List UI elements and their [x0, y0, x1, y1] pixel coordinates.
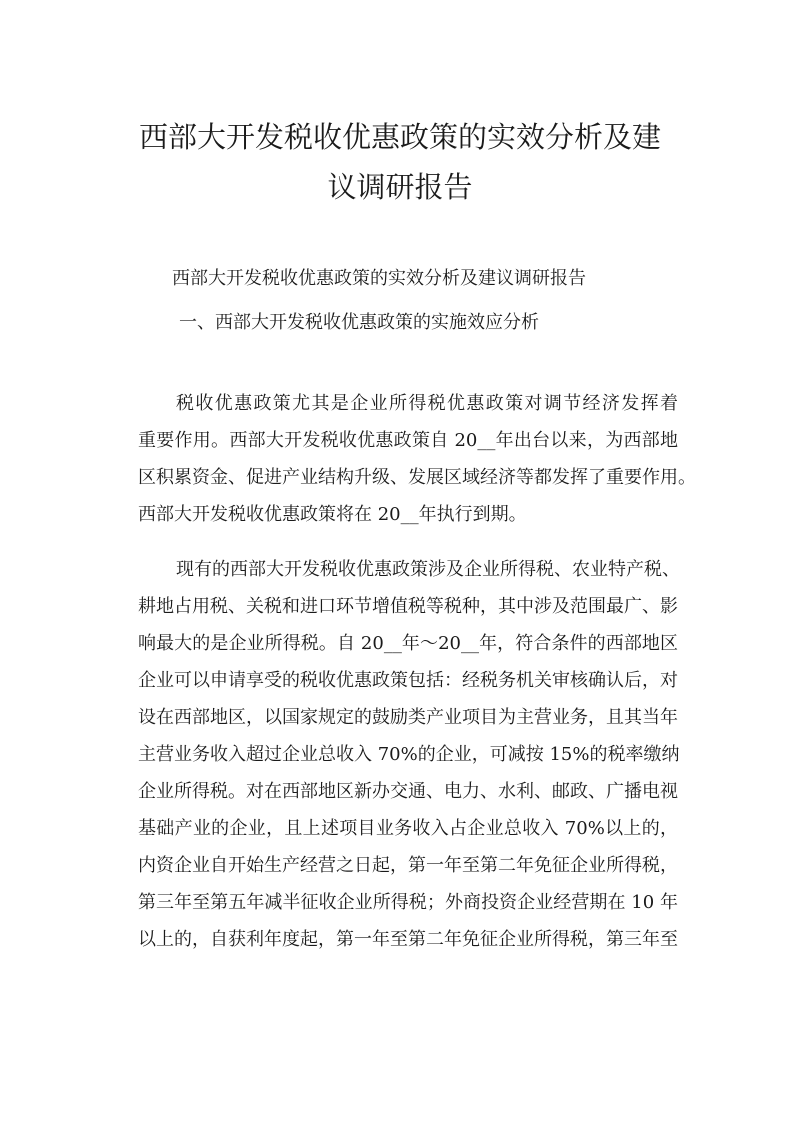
paragraph-line: 主营业务收入超过企业总收入 70%的企业，可减按 15%的税率缴纳 [138, 744, 680, 765]
document-title [110, 112, 690, 212]
paragraph-line: 第三年至第五年减半征收企业所得税；外商投资企业经营期在 10 年 [138, 892, 678, 913]
paragraph-1 [138, 385, 696, 533]
document-subtitle: 西部大开发税收优惠政策的实效分析及建议调研报告 [172, 268, 586, 289]
paragraph-line: 企业所得税。对在西部地区新办交通、电力、水利、邮政、广播电视 [138, 781, 678, 802]
paragraph-line: 耕地占用税、关税和进口环节增值税等税种，其中涉及范围最广、影 [138, 596, 678, 617]
paragraph-line: 重要作用。西部大开发税收优惠政策自 20__年出台以来，为西部地 [138, 430, 678, 451]
paragraph-line: 内资企业自开始生产经营之日起，第一年至第二年免征企业所得税， [138, 855, 678, 876]
paragraph-line: 现有的西部大开发税收优惠政策涉及企业所得税、农业特产税、 [176, 559, 680, 580]
paragraph-line: 响最大的是企业所得税。自 20__年～20__年，符合条件的西部地区 [138, 633, 678, 654]
paragraph-line: 基础产业的企业，且上述项目业务收入占企业总收入 70%以上的， [138, 818, 678, 839]
section-heading: 一、西部大开发税收优惠政策的实施效应分析 [179, 312, 539, 333]
paragraph-2 [138, 551, 678, 958]
title-line-1: 西部大开发税收优惠政策的实效分析及建 [138, 120, 661, 154]
paragraph-line: 西部大开发税收优惠政策将在 20__年执行到期。 [138, 504, 527, 525]
paragraph-line: 设在西部地区，以国家规定的鼓励类产业项目为主营业务，且其当年 [138, 707, 678, 728]
paragraph-line: 区积累资金、促进产业结构升级、发展区域经济等都发挥了重要作用。 [138, 467, 696, 488]
paragraph-line: 企业可以申请享受的税收优惠政策包括：经税务机关审核确认后，对 [138, 670, 678, 691]
paragraph-line: 税收优惠政策尤其是企业所得税优惠政策对调节经济发挥着 [176, 393, 678, 414]
title-line-2: 议调研报告 [327, 170, 473, 204]
paragraph-line: 以上的，自获利年度起，第一年至第二年免征企业所得税，第三年至 [138, 929, 678, 950]
